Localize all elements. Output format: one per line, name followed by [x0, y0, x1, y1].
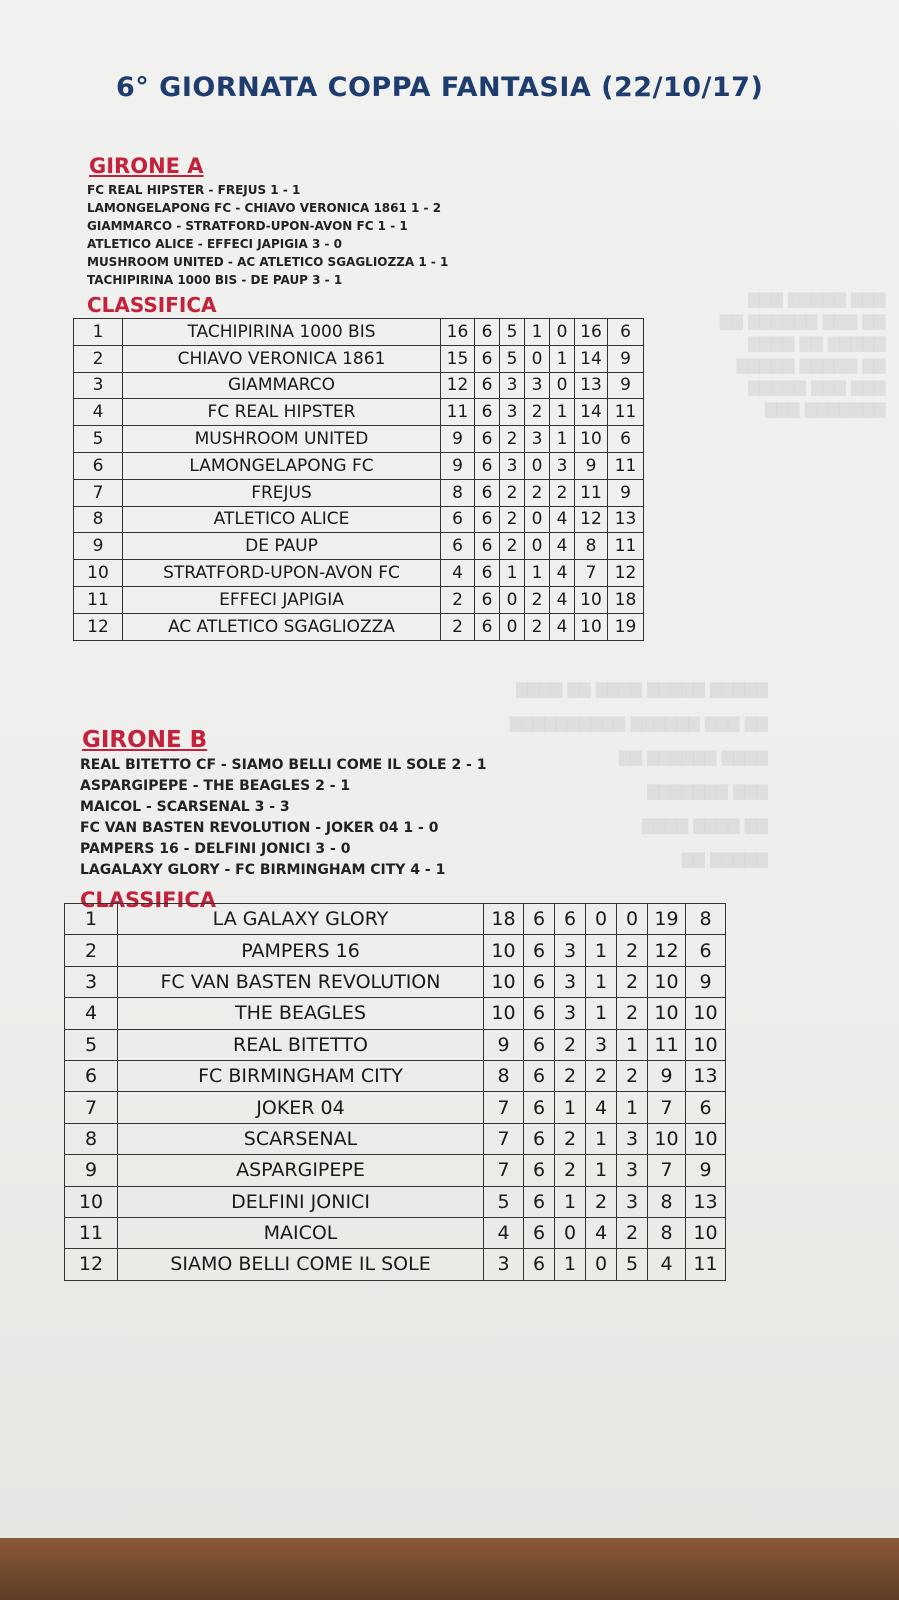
result-line: ASPARGIPEPE - THE BEAGLES 2 - 1	[80, 778, 351, 794]
cell-position: 5	[65, 1029, 118, 1060]
cell-drawn: 0	[525, 533, 550, 560]
group-a-title: GIRONE A	[89, 154, 204, 178]
cell-lost: 3	[617, 1155, 648, 1186]
cell-goals-for: 19	[648, 904, 686, 935]
table-row	[74, 586, 644, 613]
cell-points: 10	[484, 966, 524, 997]
cell-lost: 3	[617, 1123, 648, 1154]
table-row	[74, 613, 644, 640]
cell-played: 6	[524, 966, 555, 997]
cell-goals-for: 10	[648, 998, 686, 1029]
cell-team: REAL BITETTO	[118, 1029, 484, 1060]
cell-won: 3	[500, 399, 525, 426]
cell-position: 8	[65, 1123, 118, 1154]
cell-played: 6	[475, 479, 500, 506]
cell-team: AC ATLETICO SGAGLIOZZA	[123, 613, 441, 640]
cell-won: 2	[500, 479, 525, 506]
cell-goals-against: 10	[686, 998, 726, 1029]
cell-position: 3	[74, 372, 123, 399]
cell-goals-for: 14	[575, 345, 608, 372]
cell-team: PAMPERS 16	[118, 935, 484, 966]
cell-won: 3	[555, 966, 586, 997]
cell-won: 3	[555, 998, 586, 1029]
cell-goals-for: 16	[575, 319, 608, 346]
cell-goals-against: 9	[608, 345, 644, 372]
table-row	[74, 319, 644, 346]
cell-played: 6	[475, 399, 500, 426]
cell-goals-against: 13	[686, 1060, 726, 1091]
cell-points: 5	[484, 1186, 524, 1217]
cell-goals-for: 10	[575, 586, 608, 613]
cell-position: 7	[65, 1092, 118, 1123]
cell-goals-against: 9	[686, 966, 726, 997]
cell-won: 0	[500, 613, 525, 640]
cell-drawn: 1	[586, 1123, 617, 1154]
cell-played: 6	[475, 319, 500, 346]
cell-team: JOKER 04	[118, 1092, 484, 1123]
cell-drawn: 2	[525, 613, 550, 640]
group-b-results	[80, 755, 487, 881]
cell-drawn: 3	[525, 372, 550, 399]
cell-won: 6	[555, 904, 586, 935]
cell-points: 10	[484, 935, 524, 966]
cell-goals-for: 10	[575, 426, 608, 453]
table-row	[65, 1123, 726, 1154]
table-row	[65, 1155, 726, 1186]
cell-played: 6	[475, 506, 500, 533]
table-row	[65, 935, 726, 966]
cell-lost: 1	[550, 345, 575, 372]
cell-points: 6	[441, 533, 475, 560]
cell-drawn: 2	[525, 479, 550, 506]
cell-goals-against: 6	[608, 426, 644, 453]
cell-points: 4	[484, 1217, 524, 1248]
cell-points: 7	[484, 1155, 524, 1186]
cell-lost: 4	[550, 560, 575, 587]
cell-goals-for: 8	[575, 533, 608, 560]
cell-goals-for: 7	[648, 1155, 686, 1186]
result-line: MAICOL - SCARSENAL 3 - 3	[80, 799, 290, 815]
cell-played: 6	[524, 935, 555, 966]
cell-position: 6	[65, 1060, 118, 1091]
cell-points: 7	[484, 1092, 524, 1123]
cell-goals-against: 8	[686, 904, 726, 935]
cell-position: 11	[74, 586, 123, 613]
result-line: GIAMMARCO - STRATFORD-UPON-AVON FC 1 - 1	[87, 219, 408, 233]
cell-won: 2	[555, 1060, 586, 1091]
cell-won: 5	[500, 345, 525, 372]
cell-goals-against: 11	[608, 399, 644, 426]
cell-points: 4	[441, 560, 475, 587]
result-line: ATLETICO ALICE - EFFECI JAPIGIA 3 - 0	[87, 237, 343, 251]
cell-won: 2	[555, 1155, 586, 1186]
cell-goals-against: 13	[608, 506, 644, 533]
cell-points: 8	[441, 479, 475, 506]
cell-points: 11	[441, 399, 475, 426]
cell-goals-for: 11	[575, 479, 608, 506]
result-line: PAMPERS 16 - DELFINI JONICI 3 - 0	[80, 841, 351, 857]
cell-position: 1	[74, 319, 123, 346]
table-row	[74, 345, 644, 372]
cell-team: FC BIRMINGHAM CITY	[118, 1060, 484, 1091]
cell-position: 9	[65, 1155, 118, 1186]
cell-lost: 1	[550, 399, 575, 426]
table-row	[65, 1060, 726, 1091]
cell-position: 12	[74, 613, 123, 640]
result-line: FC VAN BASTEN REVOLUTION - JOKER 04 1 - 0	[80, 820, 439, 836]
cell-won: 3	[555, 935, 586, 966]
result-line: REAL BITETTO CF - SIAMO BELLI COME IL SOLE 2 - 1	[80, 757, 487, 773]
result-line: LAGALAXY GLORY - FC BIRMINGHAM CITY 4 - 1	[80, 862, 446, 878]
cell-played: 6	[524, 1186, 555, 1217]
cell-points: 9	[441, 452, 475, 479]
group-a-standings-label: CLASSIFICA	[87, 293, 217, 317]
cell-won: 5	[500, 319, 525, 346]
group-b-standings-table	[64, 903, 726, 1281]
cell-position: 3	[65, 966, 118, 997]
cell-team: THE BEAGLES	[118, 998, 484, 1029]
cell-goals-against: 9	[686, 1155, 726, 1186]
cell-played: 6	[475, 560, 500, 587]
cell-goals-against: 9	[608, 479, 644, 506]
cell-position: 7	[74, 479, 123, 506]
cell-goals-for: 11	[648, 1029, 686, 1060]
cell-team: MUSHROOM UNITED	[123, 426, 441, 453]
cell-position: 5	[74, 426, 123, 453]
cell-played: 6	[475, 345, 500, 372]
cell-lost: 1	[550, 426, 575, 453]
cell-points: 16	[441, 319, 475, 346]
cell-played: 6	[475, 533, 500, 560]
cell-position: 10	[65, 1186, 118, 1217]
cell-drawn: 0	[586, 1249, 617, 1280]
cell-lost: 2	[617, 998, 648, 1029]
group-a-results	[87, 181, 448, 289]
cell-goals-against: 18	[608, 586, 644, 613]
cell-points: 2	[441, 586, 475, 613]
cell-played: 6	[524, 998, 555, 1029]
cell-goals-against: 13	[686, 1186, 726, 1217]
cell-team: FC VAN BASTEN REVOLUTION	[118, 966, 484, 997]
cell-lost: 3	[550, 452, 575, 479]
cell-lost: 4	[550, 506, 575, 533]
cell-team: GIAMMARCO	[123, 372, 441, 399]
cell-lost: 2	[550, 479, 575, 506]
cell-played: 6	[524, 1155, 555, 1186]
cell-played: 6	[475, 426, 500, 453]
cell-won: 2	[555, 1029, 586, 1060]
cell-played: 6	[475, 586, 500, 613]
cell-team: TACHIPIRINA 1000 BIS	[123, 319, 441, 346]
cell-goals-for: 4	[648, 1249, 686, 1280]
cell-won: 2	[500, 426, 525, 453]
cell-drawn: 0	[525, 345, 550, 372]
table-row	[65, 966, 726, 997]
cell-lost: 2	[617, 1217, 648, 1248]
cell-goals-for: 14	[575, 399, 608, 426]
cell-played: 6	[524, 1060, 555, 1091]
cell-goals-for: 7	[648, 1092, 686, 1123]
cell-played: 6	[524, 1029, 555, 1060]
cell-team: FREJUS	[123, 479, 441, 506]
cell-won: 3	[500, 452, 525, 479]
result-line: LAMONGELAPONG FC - CHIAVO VERONICA 1861 1 - 2	[87, 201, 442, 215]
cell-team: LA GALAXY GLORY	[118, 904, 484, 935]
cell-lost: 0	[550, 372, 575, 399]
cell-goals-against: 19	[608, 613, 644, 640]
result-line: FC REAL HIPSTER - FREJUS 1 - 1	[87, 183, 301, 197]
cell-goals-against: 12	[608, 560, 644, 587]
group-b-title: GIRONE B	[82, 727, 208, 753]
cell-played: 6	[475, 613, 500, 640]
cell-points: 2	[441, 613, 475, 640]
cell-goals-against: 6	[686, 935, 726, 966]
cell-goals-against: 10	[686, 1123, 726, 1154]
cell-won: 2	[500, 506, 525, 533]
cell-drawn: 2	[586, 1060, 617, 1091]
cell-won: 2	[555, 1123, 586, 1154]
cell-won: 1	[555, 1092, 586, 1123]
table-row	[65, 1249, 726, 1280]
cell-team: DELFINI JONICI	[118, 1186, 484, 1217]
cell-drawn: 4	[586, 1092, 617, 1123]
group-a-standings-table	[73, 318, 644, 641]
cell-position: 6	[74, 452, 123, 479]
cell-drawn: 0	[525, 506, 550, 533]
cell-goals-against: 10	[686, 1029, 726, 1060]
cell-drawn: 0	[525, 452, 550, 479]
cell-team: EFFECI JAPIGIA	[123, 586, 441, 613]
table-row	[74, 426, 644, 453]
cell-won: 0	[555, 1217, 586, 1248]
cell-drawn: 1	[586, 935, 617, 966]
cell-lost: 1	[617, 1029, 648, 1060]
cell-lost: 0	[617, 904, 648, 935]
cell-lost: 2	[617, 1060, 648, 1091]
cell-goals-against: 6	[686, 1092, 726, 1123]
cell-drawn: 3	[586, 1029, 617, 1060]
cell-lost: 3	[617, 1186, 648, 1217]
cell-won: 2	[500, 533, 525, 560]
cell-points: 6	[441, 506, 475, 533]
cell-played: 6	[475, 452, 500, 479]
cell-goals-for: 7	[575, 560, 608, 587]
cell-played: 6	[475, 372, 500, 399]
cell-goals-against: 11	[608, 452, 644, 479]
cell-drawn: 2	[525, 399, 550, 426]
table-row	[74, 533, 644, 560]
cell-drawn: 1	[586, 1155, 617, 1186]
cell-goals-for: 10	[648, 966, 686, 997]
cell-goals-against: 11	[608, 533, 644, 560]
cell-drawn: 1	[586, 998, 617, 1029]
cell-won: 1	[555, 1186, 586, 1217]
cell-played: 6	[524, 1092, 555, 1123]
cell-points: 7	[484, 1123, 524, 1154]
cell-goals-against: 9	[608, 372, 644, 399]
table-row	[65, 1217, 726, 1248]
cell-lost: 2	[617, 935, 648, 966]
cell-played: 6	[524, 1217, 555, 1248]
cell-points: 8	[484, 1060, 524, 1091]
cell-points: 10	[484, 998, 524, 1029]
cell-won: 3	[500, 372, 525, 399]
cell-won: 0	[500, 586, 525, 613]
cell-lost: 4	[550, 533, 575, 560]
cell-goals-for: 9	[648, 1060, 686, 1091]
cell-position: 1	[65, 904, 118, 935]
cell-points: 9	[484, 1029, 524, 1060]
table-row	[65, 904, 726, 935]
cell-team: CHIAVO VERONICA 1861	[123, 345, 441, 372]
cell-drawn: 2	[586, 1186, 617, 1217]
result-line: MUSHROOM UNITED - AC ATLETICO SGAGLIOZZA 1 - 1	[87, 255, 449, 269]
cell-goals-for: 8	[648, 1217, 686, 1248]
cell-team: ASPARGIPEPE	[118, 1155, 484, 1186]
cell-lost: 4	[550, 586, 575, 613]
cell-played: 6	[524, 904, 555, 935]
show-through-ghost-text: ▇▇▇▇▇ ▇▇▇▇▇ ▇▇▇▇ ▇▇ ▇▇▇▇ ▇▇ ▇▇▇ ▇▇▇▇▇▇ ▇▇▇▇▇▇▇▇▇▇ ▇▇▇▇ ▇▇▇▇▇▇ ▇▇ ▇▇▇ ▇▇▇▇▇▇▇ ▇▇ ▇▇▇▇ ▇▇▇▇ ▇▇▇▇▇ ▇▇	[510, 680, 768, 868]
cell-position: 10	[74, 560, 123, 587]
cell-won: 1	[555, 1249, 586, 1280]
cell-position: 4	[65, 998, 118, 1029]
cell-position: 12	[65, 1249, 118, 1280]
cell-goals-for: 10	[648, 1123, 686, 1154]
cell-team: ATLETICO ALICE	[123, 506, 441, 533]
cell-position: 8	[74, 506, 123, 533]
cell-position: 9	[74, 533, 123, 560]
result-line: TACHIPIRINA 1000 BIS - DE PAUP 3 - 1	[87, 273, 343, 287]
cell-lost: 1	[617, 1092, 648, 1123]
cell-points: 9	[441, 426, 475, 453]
cell-drawn: 2	[525, 586, 550, 613]
cell-played: 6	[524, 1123, 555, 1154]
cell-drawn: 3	[525, 426, 550, 453]
cell-position: 2	[65, 935, 118, 966]
cell-team: STRATFORD-UPON-AVON FC	[123, 560, 441, 587]
cell-goals-for: 9	[575, 452, 608, 479]
table-row	[74, 452, 644, 479]
cell-goals-for: 8	[648, 1186, 686, 1217]
cell-goals-for: 12	[648, 935, 686, 966]
group-b-standings-label: CLASSIFICA	[80, 888, 216, 912]
table-row	[65, 1092, 726, 1123]
table-row	[65, 998, 726, 1029]
cell-won: 1	[500, 560, 525, 587]
page-title: 6° GIORNATA COPPA FANTASIA (22/10/17)	[116, 72, 764, 103]
table-row	[74, 560, 644, 587]
cell-goals-for: 13	[575, 372, 608, 399]
cell-goals-against: 6	[608, 319, 644, 346]
cell-goals-against: 11	[686, 1249, 726, 1280]
cell-lost: 4	[550, 613, 575, 640]
table-row	[74, 399, 644, 426]
cell-goals-for: 12	[575, 506, 608, 533]
table-row	[74, 506, 644, 533]
cell-drawn: 1	[525, 560, 550, 587]
cell-points: 12	[441, 372, 475, 399]
cell-points: 15	[441, 345, 475, 372]
cell-position: 2	[74, 345, 123, 372]
cell-position: 4	[74, 399, 123, 426]
cell-drawn: 1	[525, 319, 550, 346]
cell-goals-for: 10	[575, 613, 608, 640]
cell-team: MAICOL	[118, 1217, 484, 1248]
cell-team: FC REAL HIPSTER	[123, 399, 441, 426]
show-through-ghost-text: ▇▇▇ ▇▇▇▇▇ ▇▇▇ ▇▇ ▇▇▇ ▇▇▇▇▇▇ ▇▇ ▇▇▇▇▇ ▇▇ ▇▇▇▇ ▇▇ ▇▇▇▇▇ ▇▇▇▇▇ ▇▇▇ ▇▇▇ ▇▇▇▇▇ ▇▇▇▇▇▇▇ ▇▇▇	[720, 290, 886, 418]
table-row	[74, 372, 644, 399]
table-row	[65, 1186, 726, 1217]
cell-lost: 5	[617, 1249, 648, 1280]
cell-team: SCARSENAL	[118, 1123, 484, 1154]
cell-points: 3	[484, 1249, 524, 1280]
cell-position: 11	[65, 1217, 118, 1248]
cell-team: LAMONGELAPONG FC	[123, 452, 441, 479]
table-row	[65, 1029, 726, 1060]
cell-drawn: 4	[586, 1217, 617, 1248]
cell-drawn: 0	[586, 904, 617, 935]
cell-points: 18	[484, 904, 524, 935]
cell-team: DE PAUP	[123, 533, 441, 560]
cell-lost: 2	[617, 966, 648, 997]
table-row	[74, 479, 644, 506]
cell-team: SIAMO BELLI COME IL SOLE	[118, 1249, 484, 1280]
cell-goals-against: 10	[686, 1217, 726, 1248]
cell-played: 6	[524, 1249, 555, 1280]
cell-drawn: 1	[586, 966, 617, 997]
floor-background	[0, 1538, 899, 1600]
cell-lost: 0	[550, 319, 575, 346]
